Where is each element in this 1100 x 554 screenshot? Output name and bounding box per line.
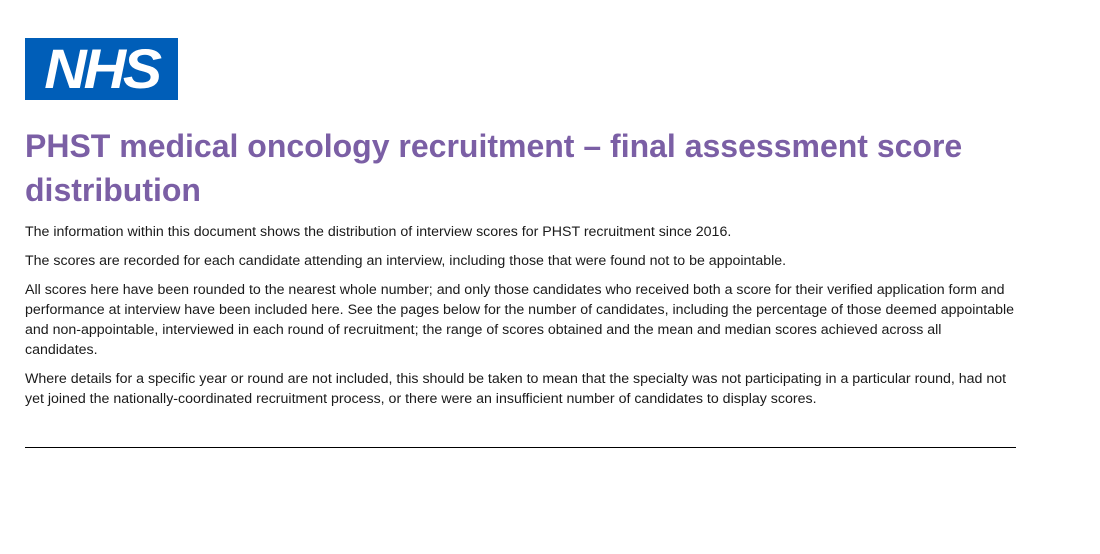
page-title: PHST medical oncology recruitment – final assessment score distribution: [25, 128, 963, 208]
paragraph-missing-details: Where details for a specific year or round are not included, this should be taken to mean that the specialty was not participating in a particular round, had not yet joined the nationally-coordinated recruitment process, or there were an insufficient number of candidates to display scores.: [25, 371, 1007, 407]
paragraph-intro: The information within this document shows the distribution of interview scores for PHST recruitment since 2016.: [25, 224, 732, 240]
nhs-logo: [25, 38, 178, 100]
paragraph-scores-recorded: The scores are recorded for each candidate attending an interview, including those that were found not to be appointable.: [25, 253, 787, 269]
section-divider: [25, 447, 1016, 448]
nhs-logo-text: NHS: [44, 37, 159, 100]
document-body: [25, 222, 1015, 418]
paragraph-rounding: All scores here have been rounded to the nearest whole number; and only those candidates who received both a score for their verified application form and performance at interview have been included here. See the pages below for the number of candidates, including the percentage of those deemed appointable and non-appointable, interviewed in each round of recruitment; the range of scores obtained and the mean and median scores achieved across all candidates.: [25, 282, 1015, 358]
